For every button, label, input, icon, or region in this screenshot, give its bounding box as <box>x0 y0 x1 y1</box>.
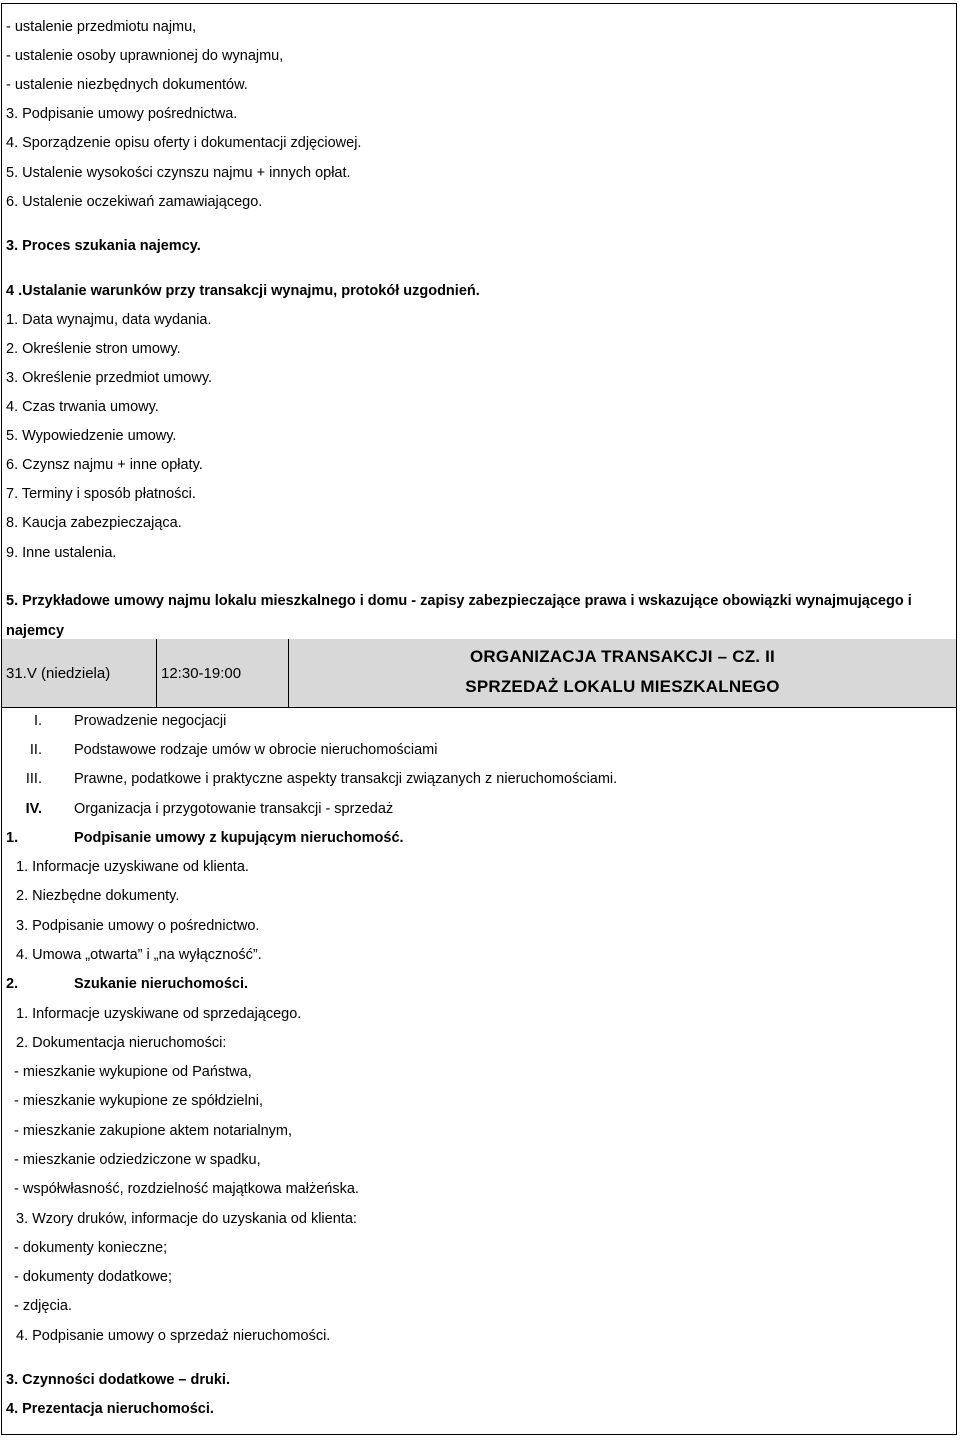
section-4-heading: 4 .Ustalanie warunków przy transakcji wynajmu, protokół uzgodnień. <box>6 283 480 299</box>
session-date: 31.V (niedziela) <box>6 665 111 682</box>
upper-line: 4. Sporządzenie opisu oferty i dokumentacji zdjęciowej. <box>6 135 362 151</box>
roman-number: I. <box>33 713 42 729</box>
roman-number: IV. <box>25 801 42 817</box>
section-3-heading: 3. Proces szukania najemcy. <box>6 238 201 254</box>
s2-item: - mieszkanie odziedziczone w spadku, <box>14 1152 261 1168</box>
roman-text: Organizacja i przygotowanie transakcji - sprzedaż <box>74 801 394 817</box>
session-date-cell <box>2 639 157 707</box>
s3-heading: 3. Czynności dodatkowe – druki. <box>6 1372 230 1388</box>
section-4-item: 9. Inne ustalenia. <box>6 545 117 561</box>
section-4-item: 1. Data wynajmu, data wydania. <box>6 312 212 328</box>
s2-item: - mieszkanie wykupione od Państwa, <box>14 1064 252 1080</box>
upper-line: 6. Ustalenie oczekiwań zamawiającego. <box>6 194 263 210</box>
s2-item: - dokumenty konieczne; <box>14 1240 168 1256</box>
s2-item: - mieszkanie wykupione ze spółdzielni, <box>14 1093 264 1109</box>
section-4-item: 5. Wypowiedzenie umowy. <box>6 428 177 444</box>
s2-item: - mieszkanie zakupione aktem notarialnym, <box>14 1123 293 1139</box>
session-time: 12:30-19:00 <box>161 665 242 682</box>
section-4-item: 7. Terminy i sposób płatności. <box>6 486 196 502</box>
s1-item: 4. Umowa „otwarta” i „na wyłączność”. <box>16 947 262 963</box>
section-4-item: 8. Kaucja zabezpieczająca. <box>6 515 182 531</box>
s2-item: 2. Dokumentacja nieruchomości: <box>16 1035 227 1051</box>
upper-line: 3. Podpisanie umowy pośrednictwa. <box>6 106 238 122</box>
upper-line: - ustalenie niezbędnych dokumentów. <box>6 77 248 93</box>
session-header <box>2 639 956 708</box>
s2-item: 3. Wzory druków, informacje do uzyskania od klienta: <box>16 1211 357 1227</box>
upper-line: - ustalenie przedmiotu najmu, <box>6 19 197 35</box>
session-time-cell <box>157 639 289 707</box>
s1-item: 1. Informacje uzyskiwane od klienta. <box>16 859 249 875</box>
roman-number: II. <box>29 742 42 758</box>
section-4-item: 2. Określenie stron umowy. <box>6 341 181 357</box>
upper-line: 5. Ustalenie wysokości czynszu najmu + innych opłat. <box>6 165 351 181</box>
s1-item: 2. Niezbędne dokumenty. <box>16 888 180 904</box>
roman-text: Podstawowe rodzaje umów w obrocie nieruchomościami <box>74 742 438 758</box>
upper-line: - ustalenie osoby uprawnionej do wynajmu, <box>6 48 284 64</box>
s2-number: 2. <box>6 976 19 992</box>
upper-block <box>2 4 956 640</box>
s2-item: 4. Podpisanie umowy o sprzedaż nieruchomości. <box>16 1328 331 1344</box>
section-4-item: 4. Czas trwania umowy. <box>6 399 159 415</box>
session-title: ORGANIZACJA TRANSAKCJI – CZ. II <box>470 647 775 666</box>
roman-number: III. <box>25 771 42 787</box>
s1-heading: Podpisanie umowy z kupującym nieruchomość. <box>74 830 404 846</box>
section-4-item: 6. Czynsz najmu + inne opłaty. <box>6 457 203 473</box>
roman-text: Prowadzenie negocjacji <box>74 713 227 729</box>
document-frame <box>1 3 957 1435</box>
s2-item: 1. Informacje uzyskiwane od sprzedającego. <box>16 1006 302 1022</box>
session-subtitle: SPRZEDAŻ LOKALU MIESZKALNEGO <box>465 677 780 696</box>
s1-number: 1. <box>6 830 19 846</box>
section-5-heading: 5. Przykładowe umowy najmu lokalu mieszkalnego i domu - zapisy zabezpieczające prawa i wskazujące obowiązki wynajmującego i najemcy <box>6 593 912 639</box>
s2-item: - współwłasność, rozdzielność majątkowa małżeńska. <box>14 1181 359 1197</box>
s2-item: - zdjęcia. <box>14 1298 73 1314</box>
s2-heading: Szukanie nieruchomości. <box>74 976 249 992</box>
s2-item: - dokumenty dodatkowe; <box>14 1269 172 1285</box>
s1-item: 3. Podpisanie umowy o pośrednictwo. <box>16 918 260 934</box>
s4-heading: 4. Prezentacja nieruchomości. <box>6 1401 214 1417</box>
section-4-item: 3. Określenie przedmiot umowy. <box>6 370 213 386</box>
session-title-cell <box>289 639 956 707</box>
roman-text: Prawne, podatkowe i praktyczne aspekty transakcji związanych z nieruchomościami. <box>74 771 618 787</box>
